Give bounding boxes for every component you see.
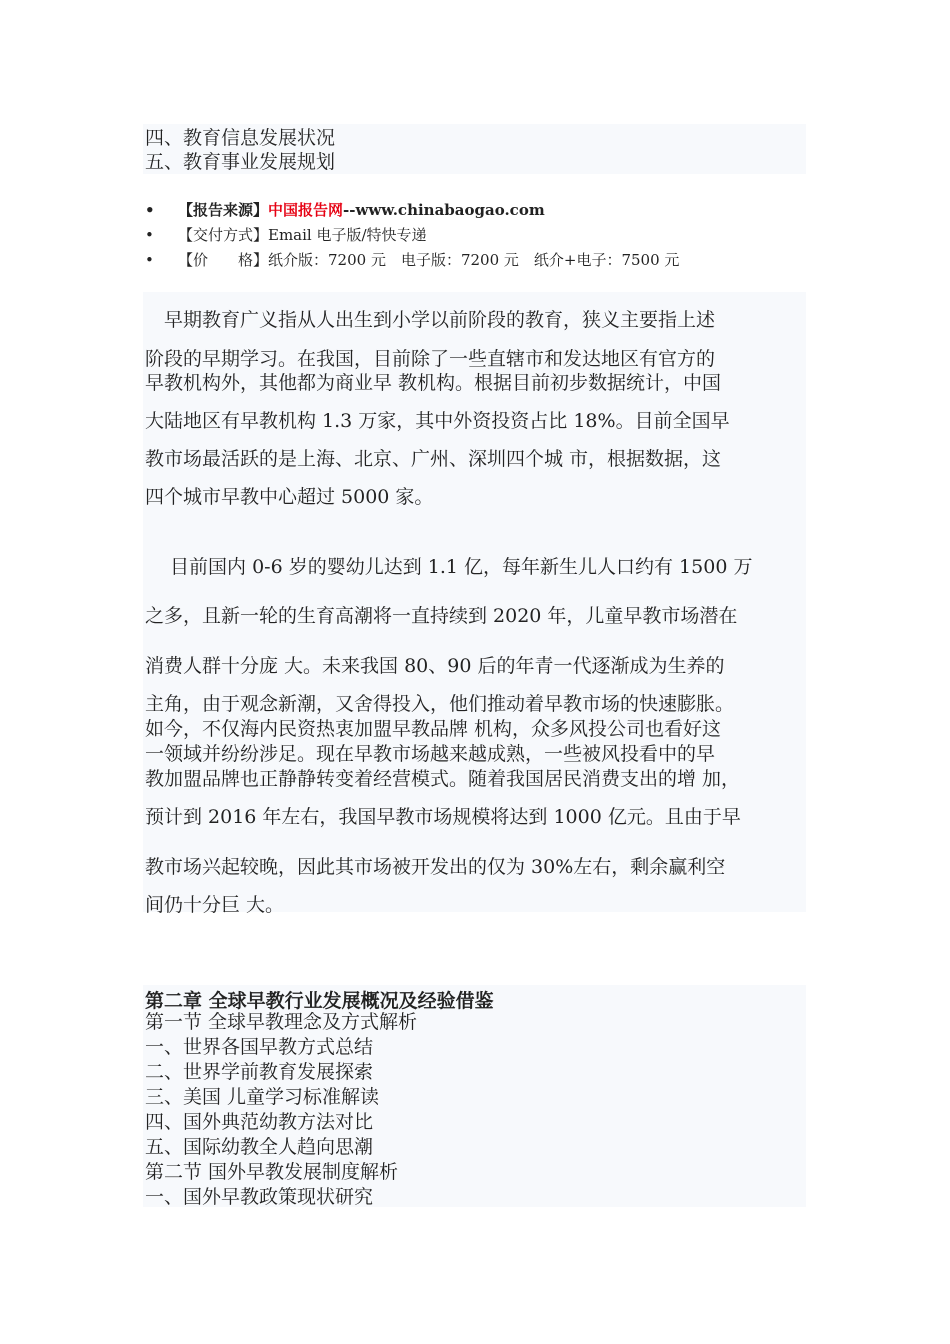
bullet-icon: • [145, 201, 155, 219]
toc-item: 一、世界各国早教方式总结 [145, 1036, 374, 1058]
paragraph-line: 教市场兴起较晚，因此其市场被开发出的仅为 30%左右，剩余赢利空 [145, 856, 726, 878]
paragraph-line: 间仍十分巨 大。 [145, 894, 285, 916]
toc-item: 五、教育事业发展规划 [145, 151, 336, 173]
paragraph-line: 预计到 2016 年左右，我国早教市场规模将达到 1000 亿元。且由于早 [145, 806, 741, 828]
paragraph-line: 早教机构外，其他都为商业早 教机构。根据目前初步数据统计，中国 [145, 372, 722, 394]
toc-item: 四、国外典范幼教方法对比 [145, 1111, 374, 1133]
source-label: 【报告来源】 [178, 201, 269, 219]
paragraph-line: 四个城市早教中心超过 5000 家。 [145, 486, 434, 508]
toc-item: 二、世界学前教育发展探索 [145, 1061, 374, 1083]
paragraph-line: 早期教育广义指从人出生到小学以前阶段的教育，狭义主要指上述 [145, 309, 716, 331]
toc-item: 第二节 国外早教发展制度解析 [145, 1161, 399, 1183]
toc-item: 第一节 全球早教理念及方式解析 [145, 1011, 418, 1033]
bullet-icon: • [145, 226, 154, 244]
toc-item: 五、国际幼教全人趋向思潮 [145, 1136, 374, 1158]
chapter-title: 第二章 全球早教行业发展概况及经验借鉴 [145, 990, 494, 1012]
toc-item: 四、教育信息发展状况 [145, 127, 336, 149]
paragraph-line: 大陆地区有早教机构 1.3 万家，其中外资投资占比 18%。目前全国早 [145, 410, 730, 432]
paragraph-line: 目前国内 0-6 岁的婴幼儿达到 1.1 亿，每年新生儿人口约有 1500 万 [145, 556, 753, 578]
source-name-link[interactable]: 中国报告网 [268, 201, 344, 219]
paragraph-line: 之多，且新一轮的生育高潮将一直持续到 2020 年，儿童早教市场潜在 [145, 605, 738, 627]
paragraph-line: 主角，由于观念新潮，又舍得投入，他们推动着早教市场的快速膨胀。 [145, 693, 735, 715]
paragraph-line: 消费人群十分庞 大。未来我国 80、90 后的年青一代逐渐成为生养的 [145, 655, 725, 677]
paragraph-line: 教市场最活跃的是上海、北京、广州、深圳四个城 市，根据数据，这 [145, 448, 722, 470]
paragraph-line: 一领域并纷纷涉足。现在早教市场越来越成熟，一些被风投看中的早 [145, 743, 716, 765]
paragraph-line: 如今，不仅海内民资热衷加盟早教品牌 机构，众多风投公司也看好这 [145, 718, 722, 740]
paragraph-line: 教加盟品牌也正静静转变着经营模式。随着我国居民消费支出的增 加， [145, 768, 741, 790]
bullet-icon: • [145, 251, 154, 269]
delivery-text: 【交付方式】Email 电子版/特快专递 [178, 226, 427, 244]
toc-item: 一、国外早教政策现状研究 [145, 1186, 374, 1208]
paragraph-line: 阶段的早期学习。在我国，目前除了一些直辖市和发达地区有官方的 [145, 348, 716, 370]
toc-item: 三、美国 儿童学习标准解读 [145, 1086, 380, 1108]
source-url-link[interactable]: --www.chinabaogao.com [343, 201, 545, 219]
price-text: 【价 格】纸介版：7200 元 电子版：7200 元 纸介+电子：7500 元 [178, 251, 680, 269]
